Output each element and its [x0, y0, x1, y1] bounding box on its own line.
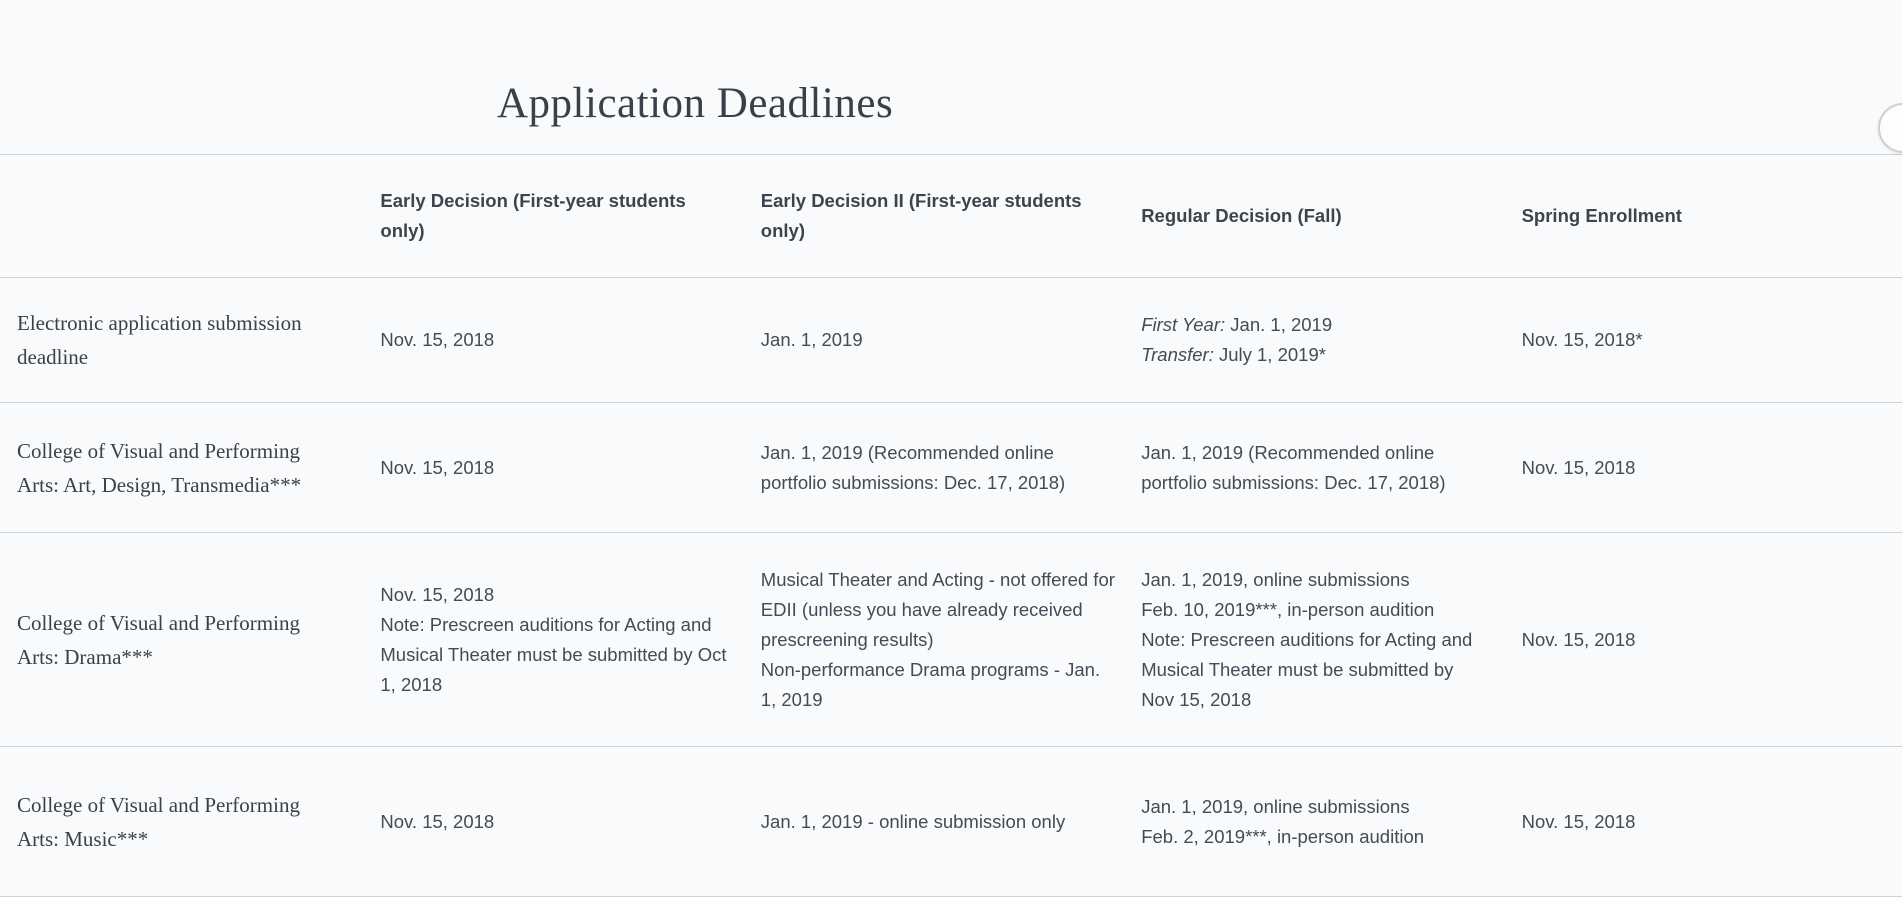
- table-row: [0, 403, 1902, 533]
- cell-line: Nov. 15, 2018: [1521, 628, 1636, 650]
- table-cell: [380, 580, 760, 700]
- cell-line: Jan. 1, 2019 - online submission only: [760, 810, 1066, 832]
- cell-line: Feb. 2, 2019***, in-person audition: [1141, 825, 1425, 847]
- cell-line: Nov. 15, 2018*: [1521, 329, 1643, 350]
- table-cell: [380, 807, 760, 837]
- page-title: Application Deadlines: [497, 79, 894, 127]
- table-cell: [380, 325, 760, 355]
- table-row: [0, 747, 1902, 897]
- cell-line: Musical Theater and Acting - not offered for EDII (unless you have already received prescreening results): [760, 568, 1115, 650]
- cell-line: First Year: Jan. 1, 2019: [1141, 314, 1333, 335]
- table-cell: [380, 453, 760, 483]
- table-cell: [761, 325, 1141, 355]
- table-cell: [761, 565, 1141, 715]
- table-cell: [1141, 438, 1521, 498]
- header-cell: Early Decision II (First-year students only): [760, 190, 1082, 241]
- row-label: College of Visual and Performing Arts: Music***: [17, 792, 300, 851]
- header-cell: Spring Enrollment: [1521, 205, 1682, 226]
- row-label: College of Visual and Performing Arts: Drama***: [17, 610, 300, 669]
- cell-line: Jan. 1, 2019: [760, 329, 863, 350]
- table-header-row: [0, 155, 1902, 278]
- table-cell: [1141, 310, 1521, 370]
- table-cell: [761, 438, 1141, 498]
- header-cell: Regular Decision (Fall): [1141, 205, 1342, 226]
- cell-line: Transfer: July 1, 2019*: [1141, 344, 1326, 365]
- row-label: College of Visual and Performing Arts: Art, Design, Transmedia***: [17, 438, 302, 497]
- cell-line: Non-performance Drama programs - Jan. 1, 2019: [760, 658, 1101, 710]
- table-cell: [1522, 453, 1902, 483]
- cell-line: Note: Prescreen auditions for Acting and Musical Theater must be submitted by Oct 1, 2018: [380, 613, 727, 695]
- row-label: Electronic application submission deadline: [17, 311, 302, 369]
- table-cell: [1522, 325, 1902, 355]
- edge-scroll-handle-icon[interactable]: [1878, 103, 1902, 153]
- table-row: [0, 278, 1902, 403]
- cell-line: Note: Prescreen auditions for Acting and Musical Theater must be submitted by Nov 15, 2018: [1141, 628, 1473, 710]
- cell-line: Jan. 1, 2019 (Recommended online portfolio submissions: Dec. 17, 2018): [760, 441, 1066, 493]
- cell-line: Nov. 15, 2018: [1521, 456, 1636, 478]
- table-row: [0, 533, 1902, 747]
- cell-line: Jan. 1, 2019 (Recommended online portfolio submissions: Dec. 17, 2018): [1141, 441, 1446, 493]
- table-cell: [1141, 792, 1521, 852]
- table-cell: [1522, 807, 1902, 837]
- cell-line: Nov. 15, 2018: [380, 456, 495, 478]
- cell-line: Nov. 15, 2018: [1521, 810, 1636, 832]
- cell-line: Nov. 15, 2018: [380, 329, 495, 350]
- header-cell: Early Decision (First-year students only): [380, 190, 686, 241]
- table-cell: [761, 807, 1141, 837]
- cell-line: Nov. 15, 2018: [380, 583, 495, 605]
- cell-line: Jan. 1, 2019, online submissions: [1141, 568, 1410, 590]
- application-deadlines-table: [0, 154, 1902, 897]
- cell-line: Nov. 15, 2018: [380, 810, 495, 832]
- cell-line: Jan. 1, 2019, online submissions: [1141, 795, 1410, 817]
- table-cell: [1141, 565, 1521, 715]
- table-cell: [1522, 625, 1902, 655]
- cell-line: Feb. 10, 2019***, in-person audition: [1141, 598, 1435, 620]
